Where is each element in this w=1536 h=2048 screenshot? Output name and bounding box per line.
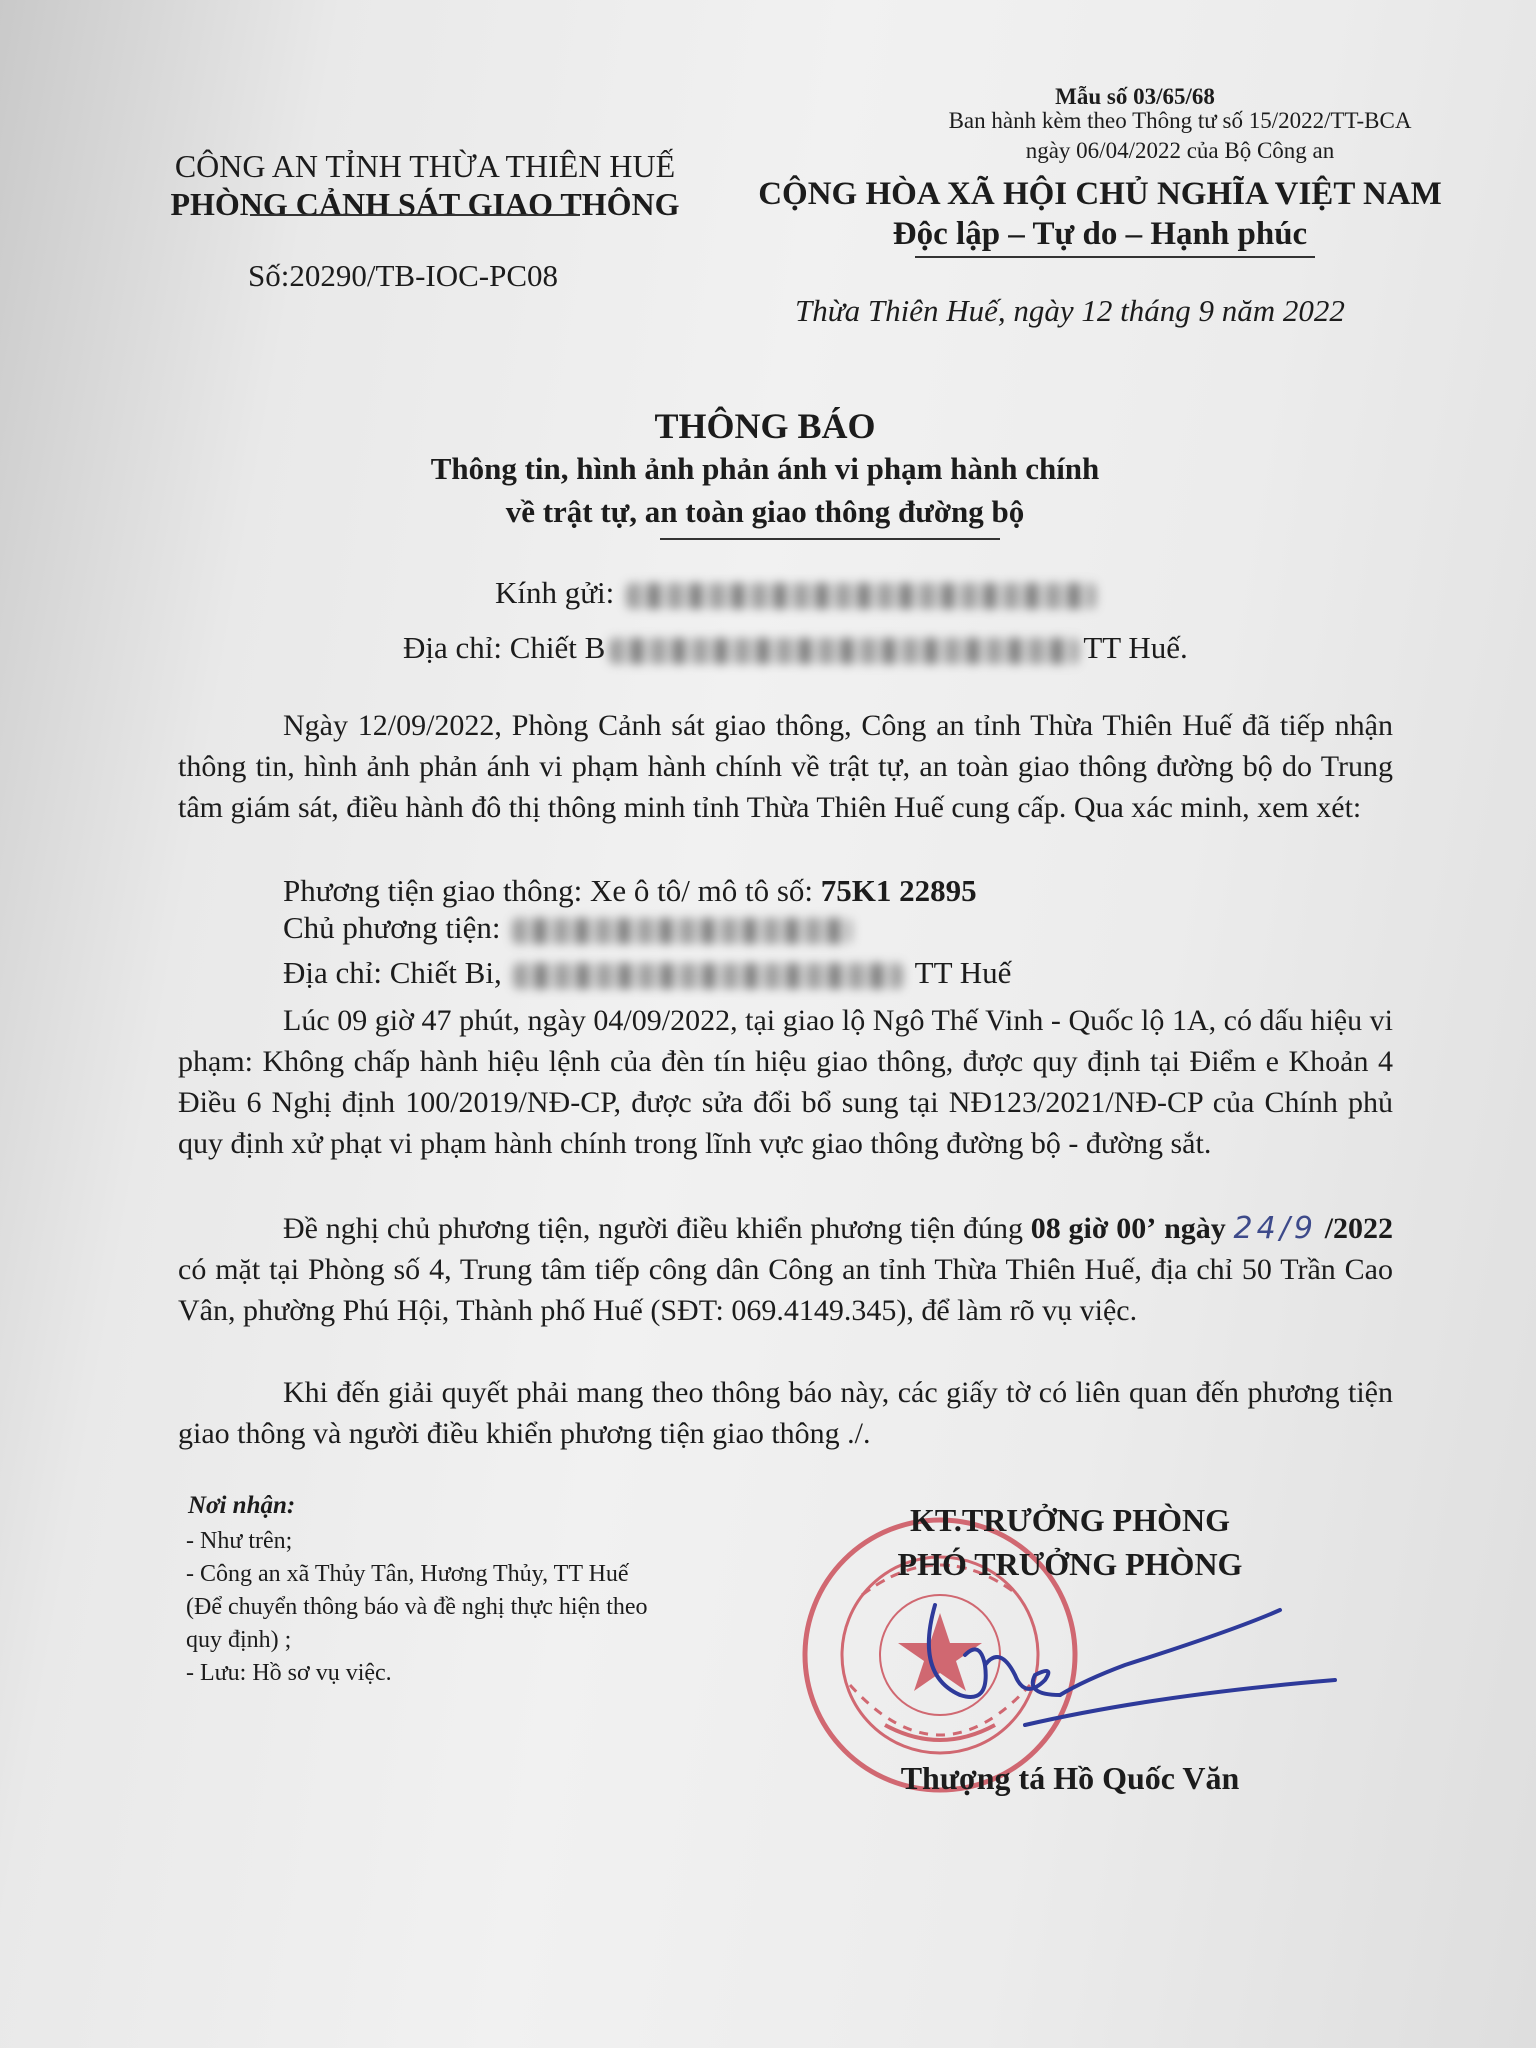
motto-underline <box>915 256 1315 258</box>
signer-role-1: KT.TRƯỞNG PHÒNG <box>910 1502 1230 1538</box>
agency-name: PHÒNG CẢNH SÁT GIAO THÔNG <box>170 186 680 222</box>
paragraph-summons <box>178 1208 1393 1331</box>
owner-label: Chủ phương tiện: <box>283 910 501 945</box>
recipients-list <box>186 1525 648 1690</box>
summons-text-b: có mặt tại Phòng số 4, Trung tâm tiếp công dân Công an tỉnh Thừa Thiên Huế, địa chỉ 50 Trần Cao Vân, phường Phú Hội, Thành phố Huế (SĐT: 069.4149.345), để làm rõ vụ việc. <box>178 1253 1393 1327</box>
notice-subtitle-2: về trật tự, an toàn giao thông đường bộ <box>505 494 1025 529</box>
summons-time: 08 giờ 00’ <box>1030 1212 1157 1245</box>
body-paragraph-4 <box>178 1372 1393 1454</box>
recipient-label: Kính gửi: <box>495 575 615 610</box>
redacted-owner-address <box>513 963 903 989</box>
vehicle-line <box>283 873 977 909</box>
handwritten-date: 24/9 <box>1233 1211 1317 1246</box>
recipient-item: - Như trên; <box>186 1528 293 1554</box>
redacted-owner-name <box>512 918 852 944</box>
redacted-recipient-address <box>609 638 1079 664</box>
nation-title: CỘNG HÒA XÃ HỘI CHỦ NGHĨA VIỆT NAM <box>758 176 1442 212</box>
body-paragraph-3 <box>178 1208 1393 1331</box>
owner-address-tail: TT Huế <box>914 955 1012 990</box>
recipient-address-tail: TT Huế. <box>1083 630 1188 665</box>
recipient-item: quy định) ; <box>186 1627 292 1653</box>
owner-line <box>283 910 856 946</box>
summons-text-a: Đề nghị chủ phương tiện, người điều khiển phương tiện đúng <box>283 1212 1031 1245</box>
body-paragraph-2 <box>178 1000 1393 1164</box>
document-number: Số:20290/TB-IOC-PC08 <box>248 258 559 293</box>
recipient-line <box>495 575 1100 611</box>
place-and-date: Thừa Thiên Huế, ngày 12 tháng 9 năm 2022 <box>795 293 1345 328</box>
form-issued-line-2: ngày 06/04/2022 của Bộ Công an <box>1025 138 1335 163</box>
recipient-address-label: Địa chỉ: Chiết B <box>403 630 606 665</box>
plate-number: 75K1 22895 <box>820 873 977 908</box>
body-paragraph-1 <box>178 705 1393 828</box>
redacted-recipient-name <box>626 583 1096 609</box>
form-number: Mẫu số 03/65/68 <box>1055 84 1215 109</box>
agency-parent: CÔNG AN TỈNH THỪA THIÊN HUẾ <box>174 148 676 184</box>
recipient-item: (Để chuyển thông báo và đề nghị thực hiện theo <box>186 1594 648 1620</box>
agency-underline <box>250 214 580 216</box>
signer-role-2: PHÓ TRƯỞNG PHÒNG <box>897 1546 1243 1582</box>
handwritten-signature <box>905 1585 1365 1745</box>
owner-address-line <box>283 955 1011 991</box>
notice-title: THÔNG BÁO <box>654 406 876 446</box>
title-underline <box>660 538 1000 540</box>
recipient-item: - Lưu: Hồ sơ vụ việc. <box>186 1660 392 1686</box>
paragraph-received: Ngày 12/09/2022, Phòng Cảnh sát giao thông, Công an tỉnh Thừa Thiên Huế đã tiếp nhận thông tin, hình ảnh phản ánh vi phạm hành chính về trật tự, an toàn giao thông đường bộ do Trung tâm giám sát, điều hành đô thị thông minh tỉnh Thừa Thiên Huế cung cấp. Qua xác minh, xem xét: <box>178 709 1393 824</box>
vehicle-label: Phương tiện giao thông: Xe ô tô/ mô tô số: <box>283 873 821 908</box>
signer-name: Thượng tá Hồ Quốc Văn <box>900 1760 1240 1796</box>
recipient-item: - Công an xã Thủy Tân, Hương Thủy, TT Huế <box>186 1561 629 1587</box>
nation-motto: Độc lập – Tự do – Hạnh phúc <box>892 216 1308 252</box>
form-issued-line-1: Ban hành kèm theo Thông tư số 15/2022/TT-BCA <box>948 108 1412 133</box>
notice-subtitle-1: Thông tin, hình ảnh phản ánh vi phạm hành chính <box>430 451 1100 486</box>
recipients-title: Nơi nhận: <box>188 1492 296 1519</box>
recipient-address-line <box>403 630 1188 666</box>
paragraph-violation: Lúc 09 giờ 47 phút, ngày 04/09/2022, tại giao lộ Ngô Thế Vinh - Quốc lộ 1A, có dấu hiệu vi phạm: Không chấp hành hiệu lệnh của đèn tín hiệu giao thông, được quy định tại Điểm e Khoản 4 Điều 6 Nghị định 100/2019/NĐ-CP, được sửa đổi bổ sung tại NĐ123/2021/NĐ-CP của Chính phủ quy định xử phạt vi phạm hành chính trong lĩnh vực giao thông đường bộ - đường sắt. <box>178 1004 1393 1160</box>
summons-day-label: ngày <box>1164 1212 1226 1245</box>
owner-address-label: Địa chỉ: Chiết Bi, <box>283 955 502 990</box>
paragraph-instructions: Khi đến giải quyết phải mang theo thông báo này, các giấy tờ có liên quan đến phương tiện giao thông và người điều khiển phương tiện giao thông ./. <box>178 1376 1393 1450</box>
summons-year: /2022 <box>1324 1212 1394 1245</box>
